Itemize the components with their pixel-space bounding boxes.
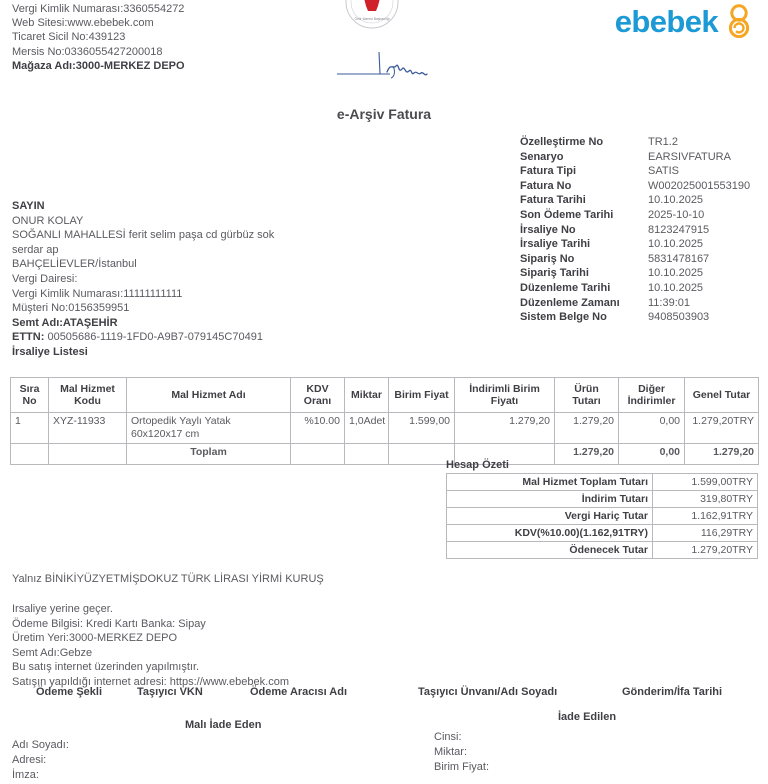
table-row <box>11 413 759 444</box>
footer-delivery-date-label: Gönderim/İfa Tarihi <box>622 686 723 698</box>
buyer-heading: SAYIN <box>12 200 45 212</box>
cell-code: XYZ-11933 <box>49 413 127 444</box>
cell-name <box>127 413 291 444</box>
meta-label: İrsaliye Tarihi <box>520 238 591 251</box>
meta-label: İrsaliye No <box>520 223 576 236</box>
meta-row <box>520 193 768 208</box>
items-table-container <box>10 377 758 465</box>
summary-value: 1.279,20TRY <box>653 542 758 559</box>
meta-row <box>520 237 768 252</box>
col-header-discounted-unit-price: İndirimli Birim Fiyatı <box>455 378 555 413</box>
col-header-name: Mal Hizmet Adı <box>127 378 291 413</box>
meta-label: Düzenleme Zamanı <box>520 296 620 309</box>
buyer-district: Semt Adı:ATAŞEHİR <box>12 316 118 329</box>
footer-section <box>0 686 768 781</box>
footer-carrier-vkn-label: Taşıyıcı VKN <box>137 686 203 698</box>
footer-returner-heading: Malı İade Eden <box>185 719 262 731</box>
meta-value: 10.10.2025 <box>648 238 704 251</box>
meta-value: EARSIVFATURA <box>648 150 731 163</box>
summary-value: 1.162,91TRY <box>653 508 758 525</box>
ebebek-bear-icon <box>724 4 754 38</box>
ettn-label: ETTN: <box>12 331 45 344</box>
meta-row <box>520 252 768 267</box>
cell-product-total: 1.279,20 <box>555 413 619 444</box>
meta-value: 8123247915 <box>648 223 710 236</box>
meta-row <box>520 266 768 281</box>
page-title: e-Arşiv Fatura <box>336 106 432 122</box>
seller-trade-registry: Ticaret Sicil No:439123 <box>12 31 126 44</box>
meta-row <box>520 179 768 194</box>
buyer-ettn <box>12 330 482 345</box>
official-seal-icon <box>344 0 400 30</box>
seller-info-block <box>12 2 185 73</box>
cell-other-discounts: 0,00 <box>619 413 685 444</box>
col-header-other-discounts: Diğer İndirimler <box>619 378 685 413</box>
svg-text:Gelir İdaresi Başkanlığı: Gelir İdaresi Başkanlığı <box>354 17 390 21</box>
meta-row <box>520 281 768 296</box>
total-other-discounts: 0,00 <box>619 444 685 465</box>
meta-value: W002025001553190 <box>648 179 751 192</box>
cell-unit-price: 1.599,00 <box>389 413 455 444</box>
total-spacer-2 <box>49 444 127 465</box>
col-header-sira-no: Sıra No <box>11 378 49 413</box>
seller-tax-id: Vergi Kimlik Numarası:3360554272 <box>12 3 185 15</box>
footer-returned-heading: İade Edilen <box>558 711 617 723</box>
buyer-customer-no: Müşteri No:0156359951 <box>12 302 130 315</box>
footer-returner-signature-label: İmza: <box>12 769 39 781</box>
footer-returner-address-label: Adresi: <box>12 754 47 766</box>
meta-value: TR1.2 <box>648 136 678 148</box>
total-grand-total: 1.279,20 <box>685 444 759 465</box>
logo-wordmark: ebebek <box>614 3 718 39</box>
total-product-total: 1.279,20 <box>555 444 619 465</box>
cell-name-line-2: 60x120x17 cm <box>131 427 200 440</box>
meta-value: 10.10.2025 <box>648 194 704 207</box>
meta-value: 5831478167 <box>648 252 710 265</box>
footer-carrier-title-label: Taşıyıcı Ünvanı/Adı Soyadı <box>418 686 558 698</box>
footer-returner-name-label: Adı Soyadı: <box>12 739 69 751</box>
meta-value: SATIS <box>648 165 679 178</box>
buyer-name: ONUR KOLAY <box>12 214 84 227</box>
total-spacer-3 <box>291 444 345 465</box>
meta-row <box>520 223 768 238</box>
meta-row <box>520 135 768 150</box>
note-line: Üretim Yeri:3000-MERKEZ DEPO <box>12 632 178 645</box>
summary-label: Ödenecek Tutar <box>447 542 653 559</box>
summary-title: Hesap Özeti <box>446 459 509 471</box>
note-line: Satışın yapıldığı internet adresi: https://www.ebebek.com <box>12 675 289 688</box>
meta-value: 11:39:01 <box>648 296 691 309</box>
summary-label: KDV(%10.00)(1.162,91TRY) <box>447 525 653 542</box>
meta-label: Düzenleme Tarihi <box>520 281 611 294</box>
meta-row <box>520 164 768 179</box>
meta-label: Sistem Belge No <box>520 311 607 324</box>
col-header-kdv-rate: KDV Oranı <box>291 378 345 413</box>
summary-value: 319,80TRY <box>653 491 758 508</box>
meta-row <box>520 208 768 223</box>
cell-discounted-unit-price: 1.279,20 <box>455 413 555 444</box>
total-spacer-1 <box>11 444 49 465</box>
seller-store-name: Mağaza Adı:3000-MERKEZ DEPO <box>12 59 185 72</box>
note-line: Irsaliye yerine geçer. <box>12 603 113 615</box>
col-header-quantity: Miktar <box>345 378 389 413</box>
footer-returned-unit-price-label: Birim Fiyat: <box>434 761 489 773</box>
meta-row <box>520 296 768 311</box>
meta-value: 10.10.2025 <box>648 281 704 294</box>
cell-quantity: 1,0Adet <box>345 413 389 444</box>
summary-table <box>446 473 758 559</box>
footer-payment-method-label: Ödeme Şekli <box>36 686 103 698</box>
items-table <box>10 377 759 465</box>
summary-container <box>446 459 758 559</box>
items-table-header-row <box>11 378 759 413</box>
meta-value: 9408503903 <box>648 311 710 324</box>
meta-label: Fatura Tarihi <box>520 194 586 207</box>
cell-sira-no: 1 <box>11 413 49 444</box>
handwritten-signature-icon <box>335 44 455 86</box>
summary-row <box>447 491 758 508</box>
invoice-notes <box>12 602 289 690</box>
total-label: Toplam <box>127 444 291 465</box>
meta-label: Sipariş No <box>520 252 575 265</box>
total-spacer-5 <box>389 444 455 465</box>
meta-label: Senaryo <box>520 150 564 163</box>
meta-label: Son Ödeme Tarihi <box>520 208 614 221</box>
meta-row <box>520 310 768 325</box>
meta-label: Özelleştirme No <box>520 136 604 148</box>
meta-value: 10.10.2025 <box>648 267 704 280</box>
amount-in-words: Yalnız BİNİKİYÜZYETMİŞDOKUZ TÜRK LİRASI YİRMİ KURUŞ <box>12 573 324 585</box>
footer-returned-quantity-label: Miktar: <box>434 746 467 758</box>
col-header-code: Mal Hizmet Kodu <box>49 378 127 413</box>
buyer-tax-id: Vergi Kimlik Numarası:11111111111 <box>12 287 183 300</box>
summary-row <box>447 508 758 525</box>
cell-kdv-rate: %10.00 <box>291 413 345 444</box>
summary-value: 116,29TRY <box>653 525 758 542</box>
buyer-address-line-1: SOĞANLI MAHALLESİ ferit selim paşa cd gürbüz sok <box>12 229 275 242</box>
summary-row <box>447 525 758 542</box>
seller-mersis-no: Mersis No:0336055427200018 <box>12 45 163 58</box>
seller-website: Web Sitesi:www.ebebek.com <box>12 17 154 30</box>
col-header-unit-price: Birim Fiyat <box>389 378 455 413</box>
meta-label: Fatura No <box>520 179 572 192</box>
footer-payment-agent-label: Ödeme Aracısı Adı <box>250 686 347 698</box>
note-line: Bu satış internet üzerinden yapılmıştır. <box>12 661 200 674</box>
buyer-address-line-3: BAHÇELİEVLER/İstanbul <box>12 258 137 271</box>
summary-value: 1.599,00TRY <box>653 474 758 491</box>
note-line: Ödeme Bilgisi: Kredi Kartı Banka: Sipay <box>12 617 206 630</box>
total-spacer-4 <box>345 444 389 465</box>
summary-label: Mal Hizmet Toplam Tutarı <box>447 474 653 491</box>
cell-grand-total: 1.279,20TRY <box>685 413 759 444</box>
ebebek-logo <box>615 4 754 38</box>
meta-label: Sipariş Tarihi <box>520 267 589 280</box>
ettn-value: 00505686-1119-1FD0-A9B7-079145C70491 <box>47 331 263 344</box>
footer-returned-type-label: Cinsi: <box>434 731 462 743</box>
buyer-address-line-2: serdar ap <box>12 243 59 256</box>
waybill-list-heading: İrsaliye Listesi <box>12 345 88 358</box>
invoice-meta-block <box>520 135 768 325</box>
summary-label: İndirim Tutarı <box>447 491 653 508</box>
note-line: Semt Adı:Gebze <box>12 646 93 659</box>
meta-value: 2025-10-10 <box>648 208 705 221</box>
buyer-tax-office: Vergi Dairesi: <box>12 272 78 285</box>
buyer-info-block <box>12 199 482 360</box>
col-header-grand-total: Genel Tutar <box>685 378 759 413</box>
meta-row <box>520 150 768 165</box>
summary-row <box>447 542 758 559</box>
col-header-product-total: Ürün Tutarı <box>555 378 619 413</box>
summary-row <box>447 474 758 491</box>
meta-label: Fatura Tipi <box>520 165 577 178</box>
summary-label: Vergi Hariç Tutar <box>447 508 653 525</box>
cell-name-line-1: Ortopedik Yaylı Yatak <box>131 415 231 427</box>
